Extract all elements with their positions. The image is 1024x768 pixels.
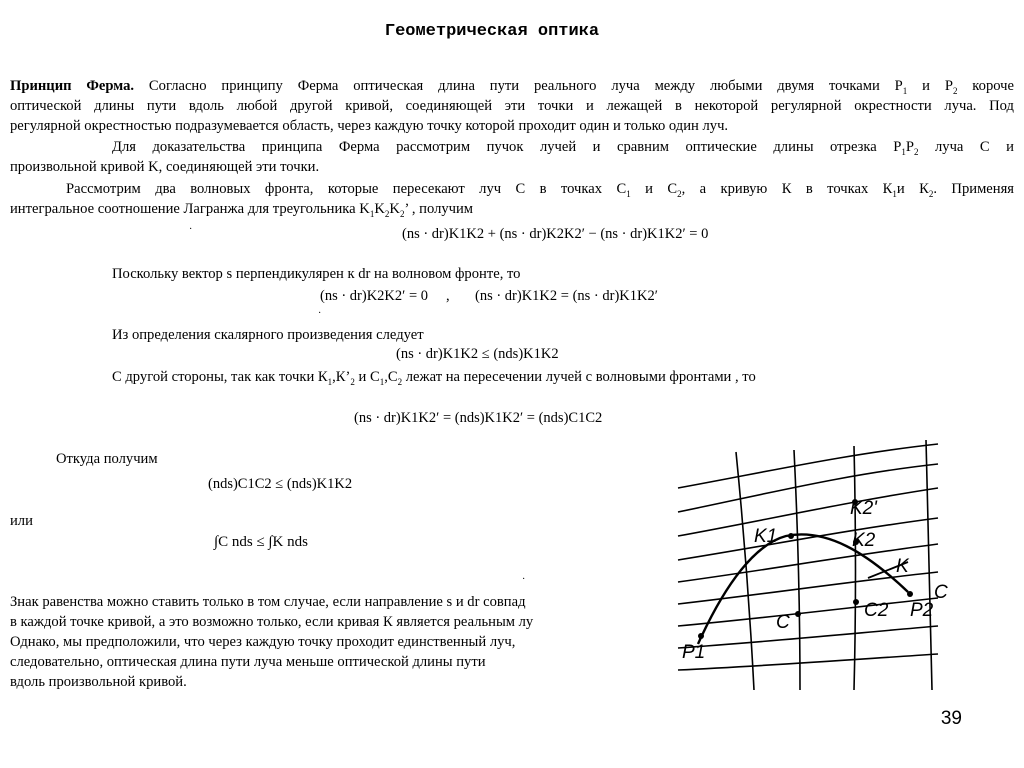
label-k1: K1 bbox=[754, 526, 778, 547]
label-p2: P2 bbox=[910, 600, 934, 621]
page-title: Геометрическая оптика bbox=[384, 22, 600, 41]
fermat-principle-line-1: Принцип Ферма. Согласно принципу Ферма оптическая длина пути реального луча между любыми двумя точками $P_1$ и $P_2$ короче bbox=[10, 78, 1014, 96]
label-c: C bbox=[934, 582, 948, 603]
conclusion-line-3: Однако, мы предположили, что через каждую точку проходит единственный луч, bbox=[10, 634, 516, 650]
label-c-left: C bbox=[776, 612, 790, 633]
formula-inequality: (ns · dr)K1K2 ≤ (nds)K1K2 bbox=[396, 346, 559, 362]
formula-chain: (ns · dr)K1K2′ = (nds)K1K2′ = (nds)C1C2 bbox=[354, 410, 603, 426]
stray-dot: · bbox=[189, 224, 193, 235]
page-number: 39 bbox=[940, 708, 962, 729]
wavefront-diagram bbox=[626, 432, 956, 694]
point-k1 bbox=[788, 533, 794, 539]
conclusion-line-5: вдоль произвольной кривой. bbox=[10, 674, 187, 690]
label-k2: K2 bbox=[852, 530, 876, 551]
point-p1 bbox=[698, 633, 704, 639]
scalar-product-text: Из определения скалярного произведения следует bbox=[112, 327, 424, 343]
point-c1 bbox=[795, 611, 801, 617]
wavefront-line-2: интегральное соотношение Лагранжа для треугольника $K_1K_2K_2$’ , получим bbox=[10, 201, 474, 219]
point-c2 bbox=[853, 599, 859, 605]
proof-intro-line-1: Для доказательства принципа Ферма рассмотрим пучок лучей и сравним оптические длины отрезка $P_1P_2$ луча C и bbox=[112, 139, 1014, 157]
formula-result: (nds)C1C2 ≤ (nds)K1K2 bbox=[208, 476, 353, 492]
point-p2 bbox=[907, 591, 913, 597]
formula-separator: , bbox=[446, 288, 450, 304]
vector-perpendicular-text: Поскольку вектор s перпендикулярен к dr на волновом фронте, то bbox=[112, 266, 521, 282]
label-c2: C2 bbox=[864, 600, 889, 621]
stray-dot: · bbox=[522, 574, 526, 585]
other-side-text: С другой стороны, так как точки $К_1,К’_2$ и $С_1,С_2$ лежат на пересечении лучей с волновыми фронтами , то bbox=[112, 369, 756, 387]
formula-equality: (ns · dr)K1K2 = (ns · dr)K1K2′ bbox=[475, 288, 658, 304]
stray-dot: · bbox=[318, 308, 322, 319]
label-k2prime: K2' bbox=[850, 498, 877, 519]
or-text: или bbox=[10, 513, 33, 529]
conclusion-line-2: в каждой точке кривой, а это возможно только, если кривая К является реальным лу bbox=[10, 614, 534, 630]
conclusion-line-4: следовательно, оптическая длина пути луча меньше оптической длины пути bbox=[10, 654, 486, 670]
conclusion-line-1: Знак равенства можно ставить только в том случае, если направление s и dr совпад bbox=[10, 594, 526, 610]
formula-zero: (ns · dr)K2K2′ = 0 bbox=[320, 288, 428, 304]
proof-intro-line-2: произвольной кривой K, соединяющей эти точки. bbox=[10, 159, 320, 175]
lagrange-formula: (ns · dr)K1K2 + (ns · dr)K2K2′ − (ns · dr)K1K2′ = 0 bbox=[402, 226, 709, 242]
label-k: K bbox=[896, 556, 909, 577]
fermat-principle-line-3: регулярной окрестностью подразумевается область, через каждую точку которой проходит один и только один луч. bbox=[10, 118, 729, 134]
label-p1: P1 bbox=[682, 642, 706, 663]
wavefront-line-1: Рассмотрим два волновых фронта, которые пересекают луч С в точках $С_1$ и $С_2$, а кривую К в точках $К_1и$ $К_2$. Применяя bbox=[66, 181, 1015, 199]
formula-integral: ∫C nds ≤ ∫K nds bbox=[214, 534, 308, 550]
whence-text: Откуда получим bbox=[56, 451, 158, 467]
fermat-principle-line-2: оптической длины пути вдоль любой другой кривой, соединяющей эти точки и лежащей в некоторой регулярной окрестности луча. Под bbox=[10, 98, 1014, 114]
